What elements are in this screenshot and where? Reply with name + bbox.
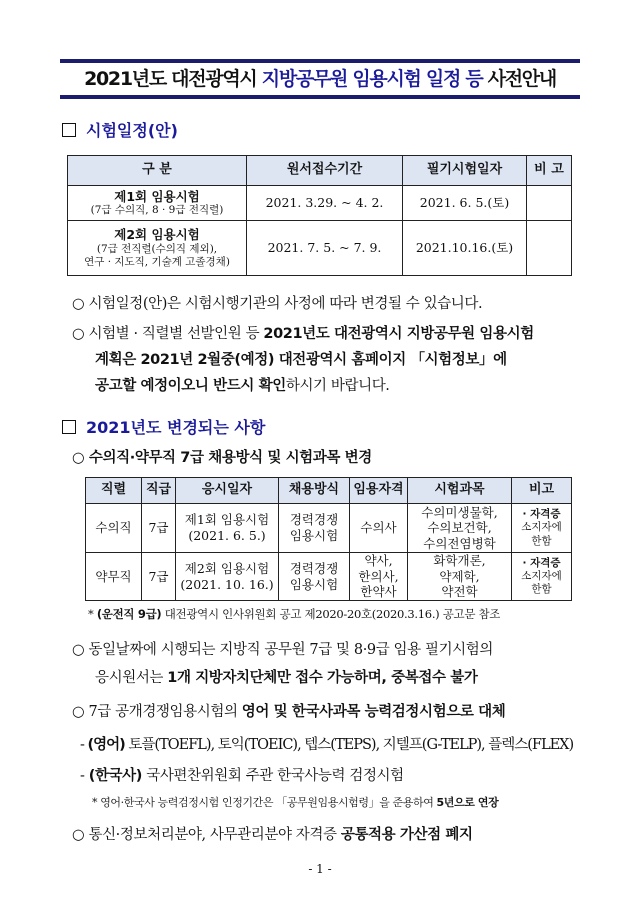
section-heading-schedule: 시험일정(안) <box>62 118 178 141</box>
bullet-plan-notice: ○ 시험별 · 직렬별 선발인원 등 2021년도 대전광역시 지방공무원 임용시험 <box>72 326 534 342</box>
header-cell: 비 고 <box>527 156 572 186</box>
bullet-vet-pharm-change: ○ 수의직·약무직 7급 채용방식 및 시험과목 변경 <box>72 450 372 466</box>
note-validity-extension: * 영어·한국사 능력검정시험 인정기간은 「공무원임용시험령」을 준용하여 5년으로 연장 <box>92 796 499 809</box>
title-rule-bottom <box>60 95 580 99</box>
header-cell: 비고 <box>512 478 572 504</box>
bullet-plan-notice-line3: 공고할 예정이오니 반드시 확인하시기 바랍니다. <box>95 378 390 394</box>
bullet-replacement: ○ 7급 공개경쟁임용시험의 영어 및 한국사과목 능력검정시험으로 대체 <box>72 704 506 720</box>
footnote-driver: * (운전직 9급) 대전광역시 인사위원회 공고 제2020-20호(2020.3.16.) 공고문 참조 <box>88 607 501 621</box>
header-cell: 직렬 <box>86 478 142 504</box>
schedule-table <box>67 155 572 276</box>
header-cell: 원서접수기간 <box>247 156 403 186</box>
title-rule-top <box>60 59 580 63</box>
header-cell: 구 분 <box>68 156 247 186</box>
sub-item-korean-history: - (한국사) 국사편찬위원회 주관 한국사능력 검정시험 <box>80 768 404 784</box>
header-cell: 시험과목 <box>408 478 512 504</box>
table-row: 제2회 임용시험 (7급 전직렬(수의직 제외), 연구 · 지도직, 기술계 고졸경채) 2021. 7. 5. ~ 7. 9. 2021.10.16.(토) <box>68 221 572 276</box>
sub-item-english: - (영어) 토플(TOEFL), 토익(TOEIC), 텝스(TEPS), 지텔프(G-TELP), 플렉스(FLEX) <box>80 737 574 753</box>
square-bullet-icon <box>62 123 76 137</box>
header-cell: 직급 <box>142 478 176 504</box>
table-row: 수의직 7급 제1회 임용시험 (2021. 6. 5.) 경력경쟁 임용시험 수의사 수의미생물학, 수의보건학, 수의전염병학 · 자격증 소지자에 한함 <box>86 504 572 553</box>
bullet-schedule-change: ○ 시험일정(안)은 시험시행기관의 사정에 따라 변경될 수 있습니다. <box>72 296 483 312</box>
document-title: 2021년도 대전광역시 지방공무원 임용시험 일정 등 사전안내 <box>84 68 556 90</box>
header-cell: 채용방식 <box>279 478 350 504</box>
table-row: 제1회 임용시험 (7급 수의직, 8 · 9급 전직렬) 2021. 3.29. ~ 4. 2. 2021. 6. 5.(토) <box>68 186 572 221</box>
header-cell: 응시일자 <box>176 478 279 504</box>
bullet-bonus-abolished: ○ 통신·정보처리분야, 사무관리분야 자격증 공통적용 가산점 폐지 <box>72 827 473 843</box>
bullet-duplicate-application-line2: 응시원서는 1개 지방자치단체만 접수 가능하며, 중복접수 불가 <box>95 670 478 686</box>
change-table <box>85 477 572 601</box>
page-number: - 1 - <box>308 862 332 876</box>
section-heading-changes: 2021년도 변경되는 사항 <box>62 415 265 438</box>
square-bullet-icon <box>62 420 76 434</box>
bullet-duplicate-application: ○ 동일날짜에 시행되는 지방직 공무원 7급 및 8·9급 임용 필기시험의 <box>72 642 493 658</box>
header-cell: 임용자격 <box>350 478 408 504</box>
bullet-plan-notice-line2: 계획은 2021년 2월중(예정) 대전광역시 홈페이지 「시험정보」에 <box>95 352 507 368</box>
header-cell: 필기시험일자 <box>403 156 527 186</box>
table-row: 약무직 7급 제2회 임용시험 (2021. 10. 16.) 경력경쟁 임용시험 약사, 한의사, 한약사 화학개론, 약제학, 약전학 · 자격증 소지자에 한함 <box>86 553 572 601</box>
